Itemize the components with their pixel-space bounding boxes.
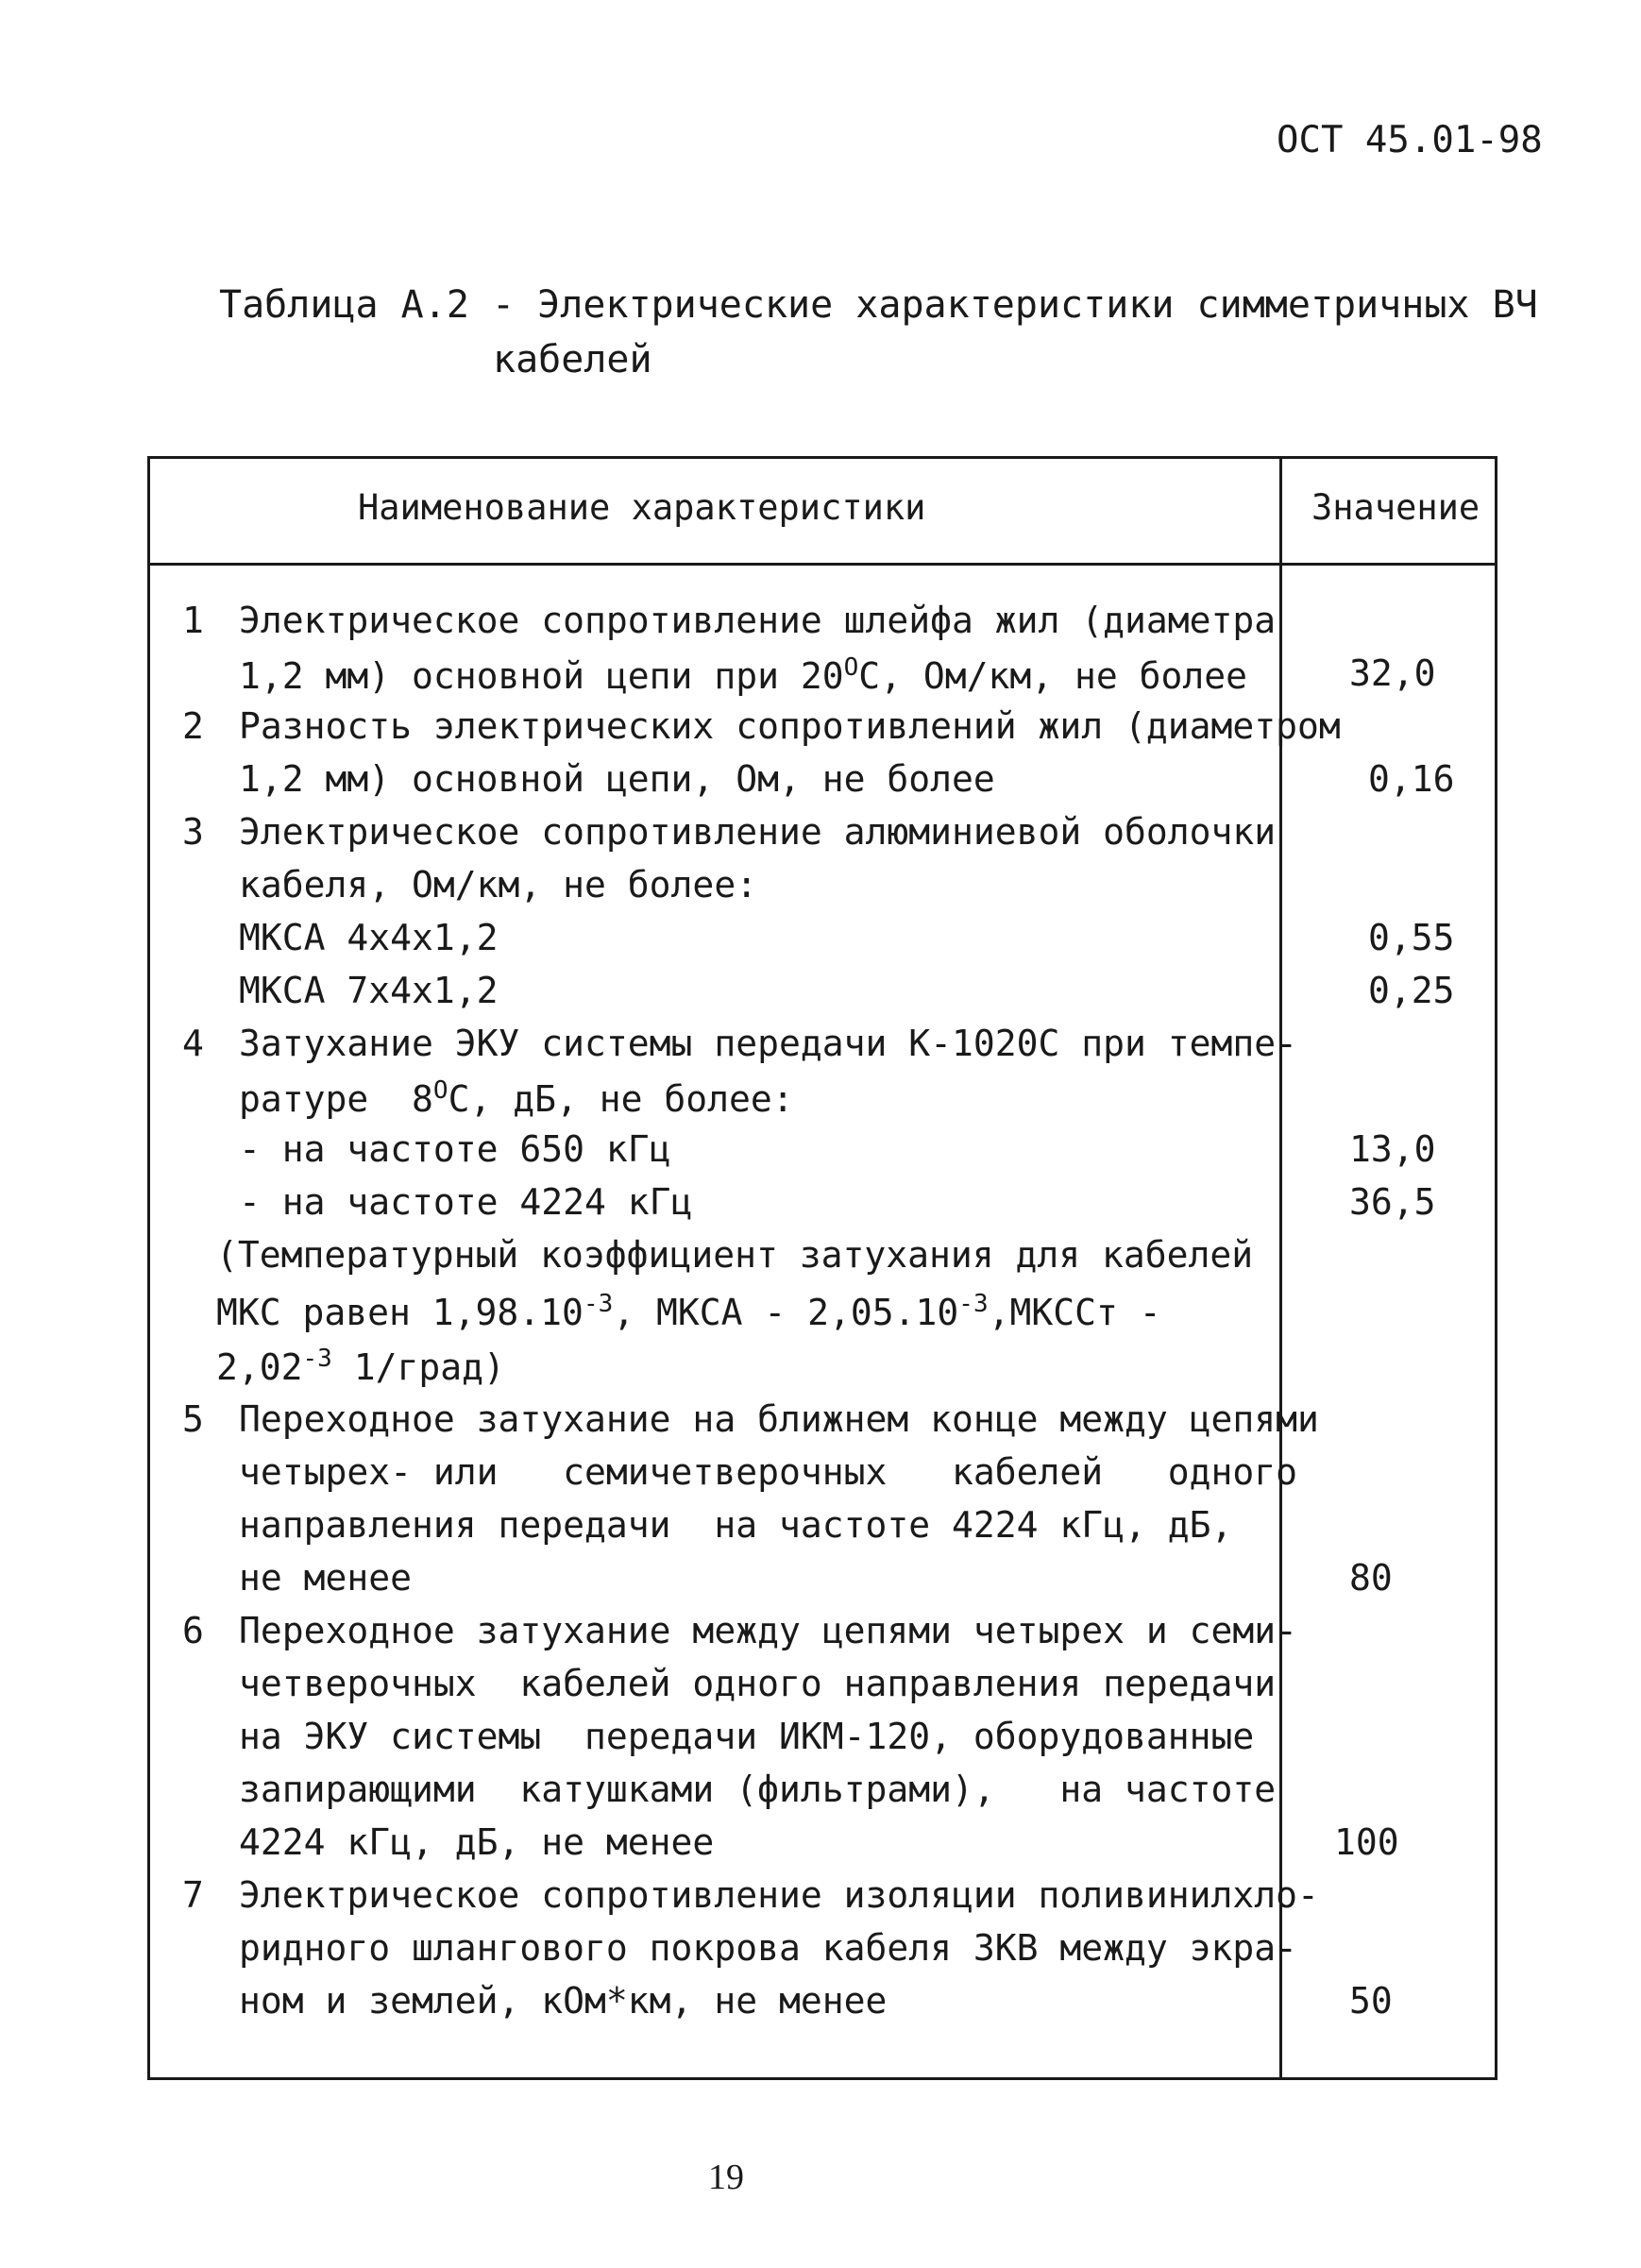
row-number: 4 — [182, 1023, 204, 1064]
row-text: МКС равен $1,98.10^{-3}$, МКСА - $2,05.10^{-3},МКССт$ - — [216, 1290, 1161, 1333]
row-value: 50 — [1349, 1980, 1393, 2022]
caption-line-2: кабелей — [493, 338, 652, 381]
row-text: направления передачи на частоте 4224 кГц, дБ, — [239, 1504, 1233, 1546]
row-number: 3 — [182, 811, 204, 853]
row-text: Затухание ЭКУ системы передачи К-1020С при темпе- — [239, 1023, 1298, 1064]
row-text: Электрическое сопротивление алюминиевой оболочки — [239, 811, 1277, 853]
row-text: 1,2 мм) основной цепи, Ом, не более — [239, 758, 995, 800]
row-text: четверочных кабелей одного направления передачи — [239, 1663, 1277, 1704]
row-text: ном и землей, кОм*км, не менее — [239, 1980, 888, 2022]
column-divider — [1279, 459, 1282, 2077]
row-value: 80 — [1349, 1557, 1393, 1599]
row-value: 0,25 — [1368, 970, 1455, 1011]
page-number: 19 — [708, 2158, 744, 2197]
table-caption — [219, 278, 1538, 387]
row-text: ратуре $8^ОС$, дБ, не более: — [239, 1076, 794, 1120]
row-text: Разность электрических сопротивлений жил (диаметром — [239, 705, 1341, 747]
row-text: не менее — [239, 1557, 413, 1599]
row-value: 36,5 — [1349, 1181, 1436, 1223]
row-text: (Температурный коэффициент затухания для кабелей — [216, 1234, 1254, 1276]
row-text: Электрическое сопротивление шлейфа жил (диаметра — [239, 600, 1277, 641]
row-text: МКСА 7х4х1,2 — [239, 970, 499, 1011]
row-value: 0,16 — [1368, 758, 1455, 800]
row-number: 7 — [182, 1874, 204, 1916]
row-text: $2,02^{-3}$ 1/град) — [216, 1345, 505, 1388]
row-value: 0,55 — [1368, 917, 1455, 958]
row-text: на ЭКУ системы передачи ИКМ-120, оборудованные — [239, 1716, 1255, 1757]
row-text: четырех- или семичетверочных кабелей одного — [239, 1451, 1298, 1493]
row-text: Электрическое сопротивление изоляции поливинилхло- — [239, 1874, 1319, 1916]
row-text: - на частоте 4224 кГц — [239, 1181, 693, 1223]
column-header-value: Значение — [1311, 487, 1480, 528]
row-number: 5 — [182, 1398, 204, 1440]
caption-line-1: Таблица А.2 - Электрические характеристики симметричных ВЧ — [219, 283, 1538, 327]
characteristics-table — [147, 456, 1497, 2080]
row-text: 4224 кГц, дБ, не менее — [239, 1821, 715, 1863]
row-number: 2 — [182, 705, 204, 747]
row-text: Переходное затухание между цепями четырех и семи- — [239, 1610, 1298, 1651]
row-value: 13,0 — [1349, 1128, 1436, 1170]
row-text: запирающими катушками (фильтрами), на частоте — [239, 1769, 1277, 1810]
row-text: МКСА 4х4х1,2 — [239, 917, 499, 958]
row-text: ридного шлангового покрова кабеля ЗКВ между экра- — [239, 1927, 1298, 1969]
row-text: Переходное затухание на ближнем конце между цепями — [239, 1398, 1319, 1440]
row-value: 100 — [1334, 1821, 1399, 1863]
row-number: 1 — [182, 600, 204, 641]
row-text: - на частоте 650 кГц — [239, 1128, 671, 1170]
column-header-name: Наименование характеристики — [358, 487, 926, 528]
row-number: 6 — [182, 1610, 204, 1651]
row-text: кабеля, Ом/км, не более: — [239, 864, 758, 906]
document-code: ОСТ 45.01-98 — [1277, 119, 1543, 161]
row-text: 1,2 мм) основной цепи при $20^ОС$, Ом/км, не более — [239, 653, 1248, 697]
header-divider — [150, 563, 1495, 566]
row-value: 32,0 — [1349, 652, 1436, 694]
